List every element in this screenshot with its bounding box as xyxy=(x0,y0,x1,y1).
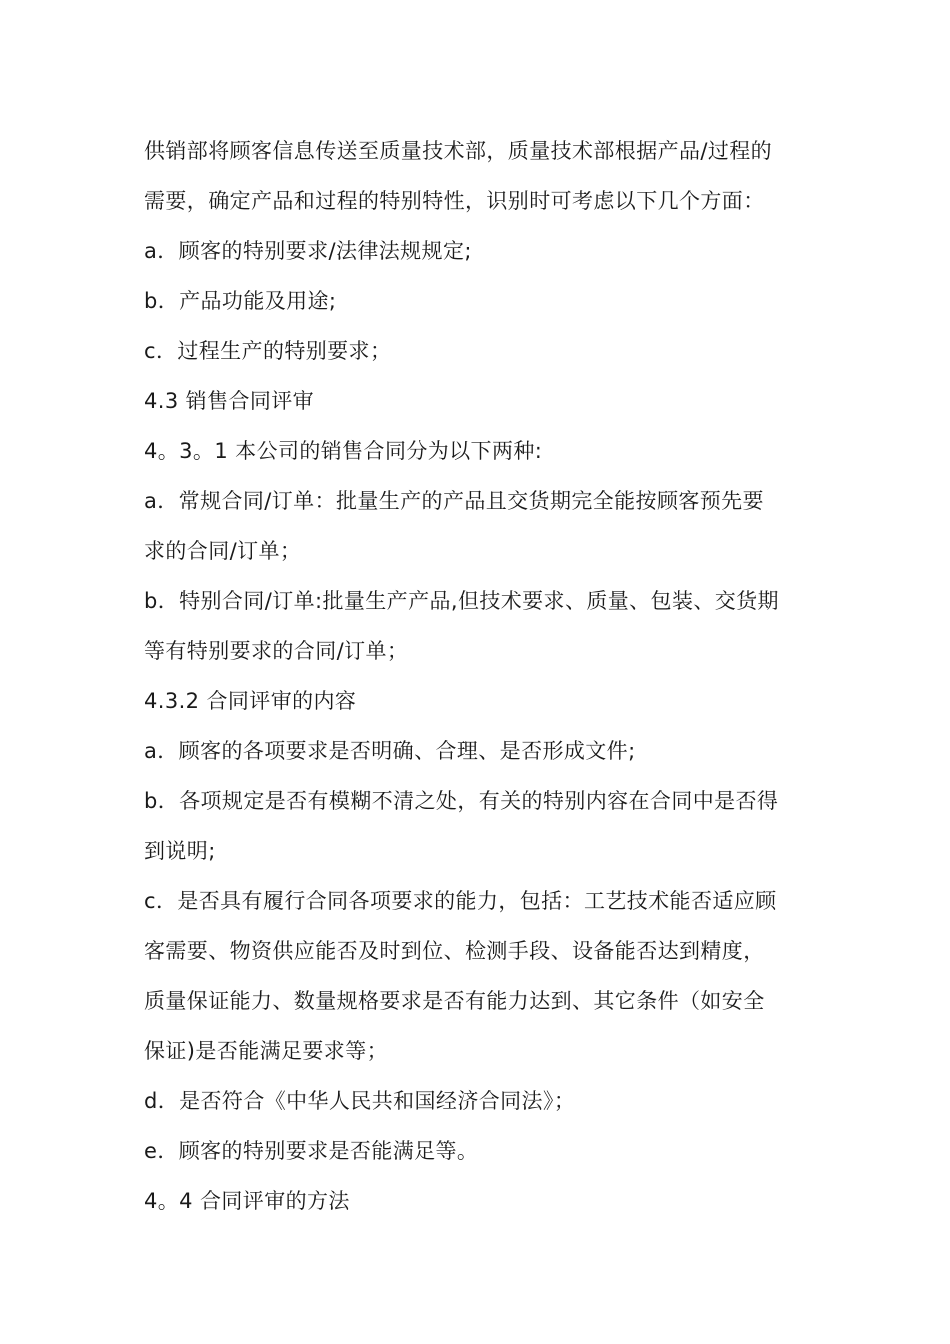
list-item: c．是否具有履行合同各项要求的能力，包括：工艺技术能否适应顾 xyxy=(144,889,777,913)
list-item: a．常规合同/订单：批量生产的产品且交货期完全能按顾客预先要 xyxy=(144,489,764,513)
list-item-continuation: 保证)是否能满足要求等； xyxy=(144,1039,388,1063)
list-item: a．顾客的特别要求/法律法规规定; xyxy=(144,239,472,263)
list-item: b．各项规定是否有模糊不清之处，有关的特别内容在合同中是否得 xyxy=(144,789,779,813)
list-item-continuation: 到说明; xyxy=(144,839,216,863)
list-item-continuation: 质量保证能力、数量规格要求是否有能力达到、其它条件（如安全 xyxy=(144,989,765,1013)
list-item-continuation: 求的合同/订单； xyxy=(144,539,302,563)
list-item: e．顾客的特别要求是否能满足等。 xyxy=(144,1139,479,1163)
list-item: a．顾客的各项要求是否明确、合理、是否形成文件; xyxy=(144,739,636,763)
document-body xyxy=(144,126,810,1226)
section-heading: 4。4 合同评审的方法 xyxy=(144,1189,350,1213)
list-item: b．特别合同/订单:批量生产产品,但技术要求、质量、包装、交货期 xyxy=(144,589,779,613)
section-heading: 4.3 销售合同评审 xyxy=(144,389,315,413)
list-item: c．过程生产的特别要求； xyxy=(144,339,392,363)
paragraph-line: 供销部将顾客信息传送至质量技术部，质量技术部根据产品/过程的 xyxy=(144,139,773,163)
list-item: b．产品功能及用途; xyxy=(144,289,337,313)
subsection-heading: 4.3.2 合同评审的内容 xyxy=(144,689,357,713)
list-item-continuation: 等有特别要求的合同/订单； xyxy=(144,639,409,663)
list-item: d．是否符合《中华人民共和国经济合同法》； xyxy=(144,1089,576,1113)
subsection-heading: 4。3。1 本公司的销售合同分为以下两种: xyxy=(144,439,543,463)
paragraph-line: 需要，确定产品和过程的特别特性，识别时可考虑以下几个方面： xyxy=(144,189,765,213)
list-item-continuation: 客需要、物资供应能否及时到位、检测手段、设备能否达到精度， xyxy=(144,939,765,963)
